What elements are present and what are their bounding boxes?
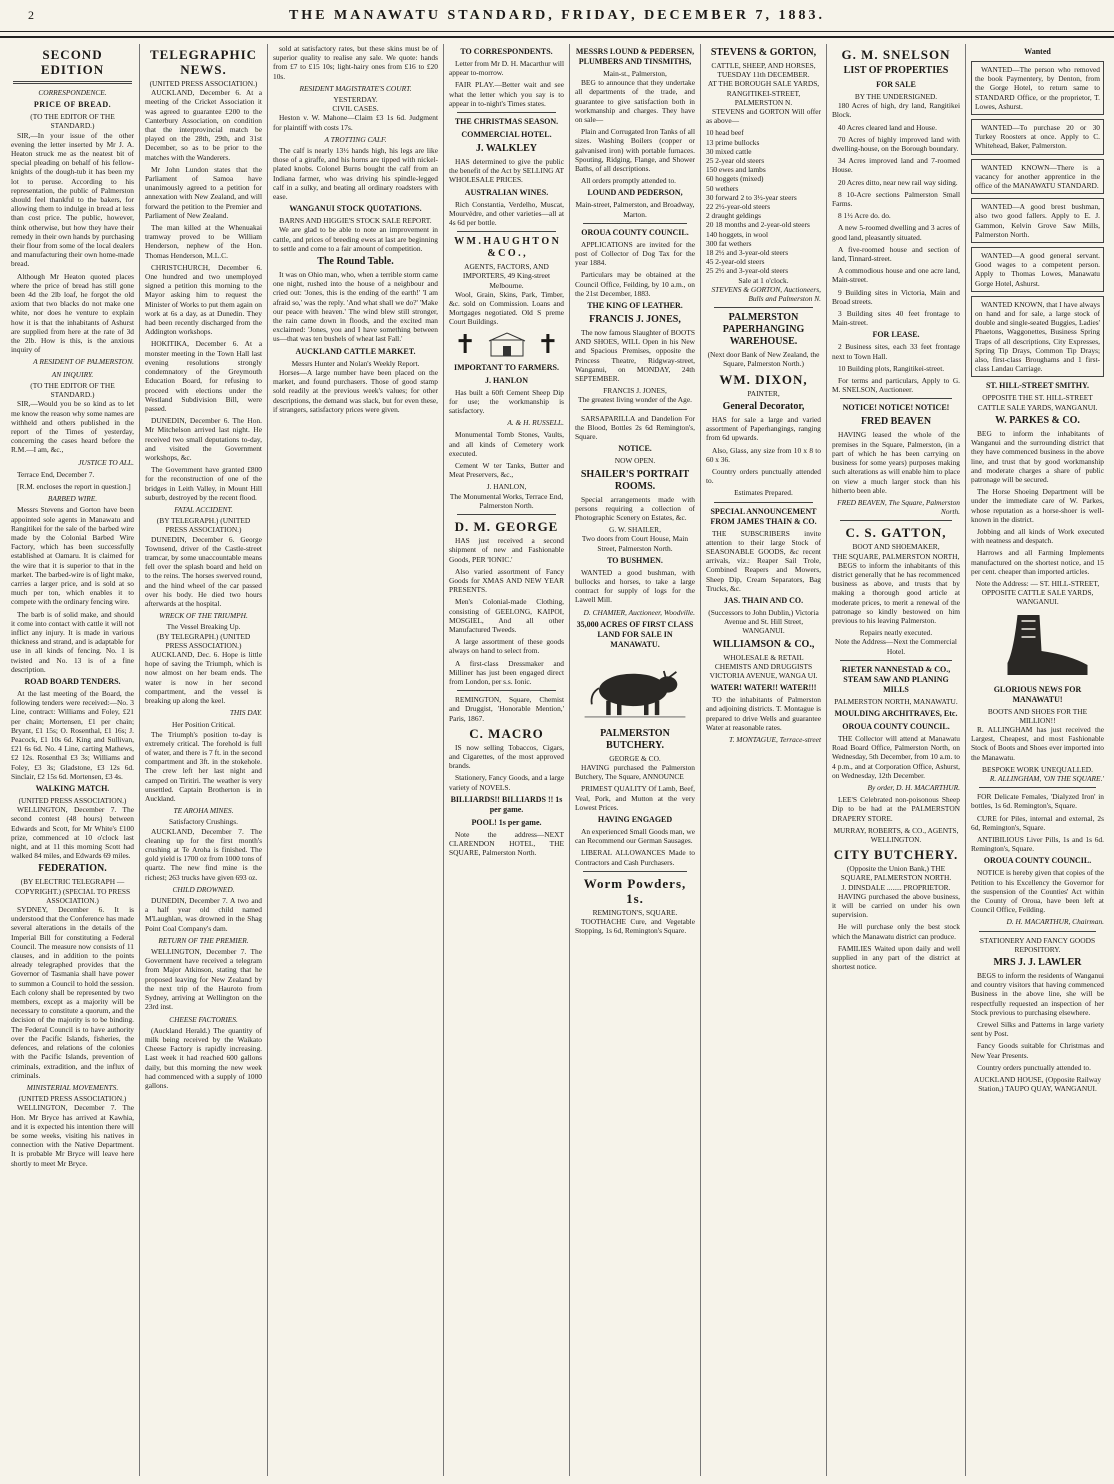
boots-sub: BOOTS AND SHOES FOR THE MILLION!!: [987, 706, 1088, 725]
stock-list: [706, 128, 821, 275]
wanted-item: WANTED—A good general servant. Good wages to a competent person. Apply to Thomas Lowes, Manawatu Gorge Hotel, Ashurst.: [971, 247, 1104, 292]
divider: [840, 398, 952, 399]
list-item: 140 hoggets, in wool: [706, 229, 768, 239]
parkes-text-2: The Horse Shoeing Department will be under the immediate care of W. Parkes, whose reputation as a horse-shoer is well-known in the district.: [971, 487, 1104, 524]
george-text-2: Also varied assortment of Fancy Goods for XMAS AND NEW YEAR PRESENTS.: [449, 566, 564, 595]
thain-signature-2: (Successors to John Dublin,) Victoria Avenue and St. Hill Street, WANGANUI.: [708, 607, 819, 636]
wanted-item: WANTED KNOWN, that I have always on hand and for sale, a large stock of double and single-seated Buggies, Ladies' Phaetons, Waggonettes, Business Spring Traps of all descriptions, City Expresses, Spring Tip Drays, Common Tip Drays; also, first-class Broughams and 1 first-class Landau Carriage.: [971, 296, 1104, 378]
hotel-text: HAS determined to give the public the benefit of the Act by SELLING AT WHOLESALE PRICES.: [449, 157, 564, 185]
cheese-text: (Auckland Herald.) The quantity of milk being received by the Waikato Cheese Factory is rapidly increasing. Last week it had reached 600 gallons daily, but this morning the new week had commenced with a supply of 1000 gallons.: [145, 1025, 262, 1090]
column-4: [443, 44, 569, 1476]
inquiry-signature: JUSTICE TO ALL.: [78, 457, 134, 467]
billiards-text: BILLIARDS!! BILLIARDS !! 1s per game.: [450, 794, 563, 814]
wanted-heading: Wanted: [1024, 47, 1051, 56]
stevens-sub: CATTLE, SHEEP, AND HORSES,: [711, 61, 816, 70]
properties-sub: FOR SALE: [876, 80, 916, 89]
australian-wines-text: Rich Constantia, Verdelho, Muscat, Mourvèdre, and other varieties—all at 4s 6d per bottle.: [449, 199, 564, 228]
wanganui-sub: BARNS AND HIGGIE'S STOCK SALE REPORT.: [279, 216, 432, 226]
aroha-heading: TE AROHA MINES.: [173, 806, 234, 816]
property-item: 8 10-Acre sections Palmerston Small Farms.: [832, 189, 960, 209]
list-item: 18 2½ and 3-year-old steers: [706, 248, 789, 258]
water-signature: T. MONTAGUE, Terrace-street: [729, 734, 821, 744]
hanlon-heading: J. HANLON: [484, 375, 529, 385]
federation-text: SYDNEY, December 6. It is understood that the Conference has made several alterations in the details of the Imperial Bill for constituting a Federal Council. The measure now consists of 11 clauses, and in addition to the points already telegraphed provides that the Governor of Tasmania shall have power to summon a Council to hold the session. Each colony shall be represented by two members, except as a majority will be necessary to constitute a quorum, and the decision of the majority is to be binding. The Federal Council is to have authority over the Pacific Islands, fisheries, the defences, and relations of the colonies with the Pacific Islands, prevention of criminals, extradition, and the influx of criminals.: [11, 905, 134, 1080]
divider: [457, 690, 556, 691]
wanganui-heading: WANGANUI STOCK QUOTATIONS.: [289, 204, 422, 214]
oroua-3-signature: D. H. MACARTHUR, Chairman.: [1006, 917, 1104, 927]
christmas-heading: THE CHRISTMAS SEASON.: [454, 117, 559, 127]
column-7: [826, 44, 965, 1476]
butchery-text-5: LIBERAL ALLOWANCES Made to Contractors and Cash Purchasers.: [575, 848, 695, 867]
correspondents-text: Letter from Mr D. H. Macarthur will appear to-morrow.: [449, 59, 564, 78]
correspondents-heading: TO CORRESPONDENTS.: [460, 47, 553, 56]
property-item: A new 5-roomed dwelling and 3 acres of good land, pleasantly situated.: [832, 223, 960, 242]
road-heading: ROAD BOARD TENDERS.: [24, 676, 121, 686]
dixon-text-4: Estimates Prepared.: [734, 488, 793, 498]
terms-text: For terms and particulars, Apply to G. M. SNELSON, Auctioneer.: [832, 376, 960, 395]
parkes-text-3: Jobbing and all kinds of Work executed with neatness and despatch.: [971, 526, 1104, 546]
fatal-assoc: (BY TELEGRAPH.) (UNITED PRESS ASSOCIATION.): [156, 516, 251, 535]
shailer-signature: G. W. SHAILER,: [609, 525, 661, 535]
oroua-text: APPLICATIONS are invited for the post of Collector of Dog Tax for the year 1884.: [575, 239, 695, 268]
divider: [457, 231, 556, 232]
shailer-heading: SHAILER'S PORTRAIT ROOMS.: [580, 468, 690, 492]
gatton-text-2: Repairs neatly executed.: [859, 628, 933, 638]
masthead: [0, 0, 1114, 38]
george-text-4: A large assortment of these goods always on hand to select from.: [449, 637, 564, 656]
murray-text: MURRAY, ROBERTS, & CO., AGENTS, WELLINGTON.: [833, 825, 959, 844]
premier-heading: RETURN OF THE PREMIER.: [158, 935, 249, 945]
smithy-heading: ST. HILL-STREET SMITHY.: [985, 381, 1089, 391]
lawler-heading: MRS J. J. LAWLER: [993, 957, 1082, 969]
toothache-ad: TOOTHACHE Cure, and Vegetable Stopping, 1s 6d, Remington's Square.: [575, 916, 695, 936]
stevens-sale-time: Sale at 1 o'clock.: [738, 275, 789, 285]
lawler-text-2: Crewel Silks and Patterns in large variety sent by Post.: [971, 1020, 1104, 1039]
george-heading: D. M. GEORGE: [454, 519, 559, 535]
building-icon: [487, 332, 527, 358]
resident-heading: RESIDENT MAGISTRATE'S COURT.: [299, 83, 412, 93]
memorial-illustration: [449, 330, 564, 360]
wreck-day: THIS DAY.: [229, 708, 262, 718]
column-8: [965, 44, 1109, 1476]
notice-sub: NOW OPEN.: [614, 456, 656, 466]
aroha-text: AUCKLAND, December 7. The cleaning up for the first month's crushing at Te Aroha is finished. The gold yield is 1700 oz from 1000 tons of quartz. The new find mine is the richest; 263 trucks have given 693 oz.: [145, 826, 263, 882]
cross-icon: ✝: [454, 329, 477, 359]
city-butchery-name: J. DINSDALE ........ PROPRIETOR.: [841, 882, 951, 892]
inquiry-heading: AN INQUIRY.: [51, 369, 94, 379]
divider: [457, 112, 556, 113]
oroua-2-heading: OROUA COUNTY COUNCIL.: [842, 721, 950, 731]
property-item: 20 Acres ditto, near new rail way siding.: [838, 177, 958, 187]
telegraphic-item: Mr John Lundon states that the Parliament of Samoa have unanimously agreed to a petition for annexation with New Zealand, and will forward the petition to the Premier and Parliament of New Zealand.: [145, 164, 262, 220]
oroua-2-signature: By order, D. H. MACARTHUR.: [867, 782, 960, 792]
dixon-text-2: Also, Glass, any size from 10 x 8 to 60 x 36.: [706, 445, 821, 464]
haughton-name: W M . H A U G H T O N & C O . ,: [454, 236, 559, 260]
properties-heading: LIST OF PROPERTIES: [843, 65, 949, 76]
smithy-sub: OPPOSITE THE ST. HILL-STREET CATTLE SALE YARDS, WANGANUI.: [977, 393, 1098, 412]
oroua-3-heading: OROUA COUNTY COUNCIL.: [983, 856, 1092, 866]
jones-signature-2: The greatest living wonder of the Age.: [578, 395, 692, 405]
wanted-item: WANTED—A good brest bushman, also two good fallers. Apply to E. J. Gammon, Kelvin Grove Saw Mills, Palmerston North.: [971, 198, 1104, 243]
list-item: 50 wethers: [706, 183, 739, 193]
city-butchery-text-2: He will purchase only the best stock which the Manawatu district can produce.: [832, 922, 960, 941]
paperhanging-heading: PALMERSTON PAPERHANGING WAREHOUSE.: [722, 312, 805, 348]
gatton-heading: C. S. GATTON,: [845, 525, 947, 541]
bread-text: SIR,—In your issue of the other evening the letter inserted by Mr J. A. Heaton struck me as the neatest bit of special pleading on behalf of his fellow-knights of the dough-tub it has been my lot to peruse. According to his representation, the public of Palmerston should feel thankful to the bakers, for allowing them to indulge in bread at less than cost price. The public, however, think otherwise, but how they have their remedy in their own hands by purchasing their flour from some of the local dealers and manufacturing their own home-made bread.: [11, 130, 134, 269]
column-2: [139, 44, 267, 1476]
haughton-text: AGENTS, FACTORS, AND IMPORTERS, 49 King-street Melbourne.: [462, 262, 551, 290]
wanted-item: WANTED—The person who removed the book Paymentery, by Denton, from the Gorge Hotel, to return same to STANDARD Office, or the proprietor, T. Lowes, Ashurst.: [971, 61, 1104, 115]
wire-heading: BARBED WIRE.: [47, 494, 98, 504]
telegraphic-item: The Government have granted £800 for the reconstruction of one of the bridges in Leith Valley, in Mount Hill suburb, destroyed by the recent flood.: [145, 465, 262, 502]
divider: [714, 502, 813, 503]
farmers-heading: IMPORTANT TO FARMERS.: [454, 362, 559, 372]
hotel-heading: COMMERCIAL HOTEL.: [461, 130, 552, 140]
acres-heading: 35,000 ACRES OF FIRST CLASS LAND FOR SALE IN MANAWATU.: [576, 619, 694, 649]
williamson-heading: WILLIAMSON & CO.,: [712, 638, 815, 650]
stevens-text: STEVENS and GORTON Will offer as above—: [706, 107, 821, 126]
walkley-name: J. WALKLEY: [476, 143, 537, 155]
divider: [840, 660, 952, 661]
column-1: [6, 44, 139, 1476]
rieter-heading: RIETER NANNESTAD & CO., STEAM SAW AND PLANING MILLS: [841, 664, 951, 694]
list-item: 22 2½-year-old steers: [706, 202, 771, 212]
oroua-text-2: Particulars may be obtained at the Council Office, Feilding, by 10 a.m., on the 21st December, 1883.: [575, 270, 695, 298]
glorious-heading: GLORIOUS NEWS FOR MANAWATU!: [993, 684, 1082, 704]
fatal-text: DUNEDIN, December 6. George Townsend, driver of the Castle-street tramcar, by some unaccountable means fell over the splash board and held on to the reins. The horses swerved round, and the hind wheel of the car passed over his body. He died two hours afterwards at the hospital.: [145, 534, 262, 608]
divider: [583, 871, 687, 872]
list-item: 10 head beef: [706, 128, 744, 138]
delicate-females-ad: FOR Delicate Females, 'Dialyzed Iron' in bottles, 1s 6d. Remington's, Square.: [971, 792, 1104, 811]
dixon-sub-2: General Decorator,: [722, 400, 805, 412]
jones-heading: FRANCIS J. JONES,: [589, 314, 681, 326]
inquiry-text: SIR,—Would you be so kind as to let me know the reason why some names are withheld and others published in the report of the Times of yesterday, concerning the cases heard before the R.M.—I am, &c.,: [11, 399, 134, 455]
sarsaparilla-ad: SARSAPARILLA and Dandelion For the Blood, Bottles 2s 6d Remington's, Square.: [575, 413, 695, 442]
beaven-heading: FRED BEAVEN: [860, 416, 932, 428]
page-number: 2: [28, 8, 34, 22]
list-item: 45 2-year-old steers: [706, 257, 765, 267]
lease-text-2: 10 Building plots, Rangitikei-street.: [838, 363, 945, 373]
bread-text-2: Although Mr Heaton quoted places where the price of bread has still gone been 4d the 2lb loaf, he forgot the old axiom that two blacks do not make one white, nor does he venture to explain how it is that the inhabitants of Ashurst are supplied from here at the rate of 3d the 2lb. How is this, is the anxious inquiry of: [11, 271, 134, 355]
shailer-text: Special arrangements made with persons requiring a collection of Photographic Scenery on Estates, &c.: [575, 494, 695, 522]
pool-text: POOL! 1s per game.: [471, 817, 542, 827]
bread-heading: PRICE OF BREAD.: [33, 100, 112, 110]
butchery-text-4: An experienced Small Goods man, we can Recommend our German Sausages.: [575, 826, 695, 846]
market-intro: sold at satisfactory rates, but these skins must be of superior quality to realise any sale. We quote: hands from £7 to £15 10s; light-hairy ones from £16 to £20 10s.: [273, 44, 438, 81]
property-item: 8 1½ Acre do. do.: [838, 211, 891, 221]
wanted-item: WANTED—To purchase 20 or 30 Turkey Roosters at once. Apply to C. Whitehead, Baker, Palmerston.: [971, 119, 1104, 155]
worm-powders-sub: REMINGTON'S, SQUARE.: [592, 907, 678, 917]
lound-text: BEG to announce that they undertake all departments of the trade, and guarantee to give satisfaction both in workmanship and charges. They have on sale—: [575, 78, 695, 125]
list-item: 2 draught geldings: [706, 211, 762, 221]
lound-text-3: All orders promptly attended to.: [581, 176, 677, 186]
city-butchery-text: HAVING purchased the above business, it will be carried on under his own supervision.: [832, 891, 960, 920]
macro-address: Note the address—NEXT CLARENDON HOTEL, THE SQUARE, Palmerston North.: [449, 829, 564, 858]
list-item: 25 2-year old steers: [706, 156, 765, 166]
list-item: 60 hoggets (mixed): [706, 174, 764, 184]
federation-heading: FEDERATION.: [38, 863, 107, 875]
lawler-signature: AUCKLAND HOUSE, (Opposite Railway Station,) TAUPO QUAY, WANGANUI.: [973, 1075, 1102, 1094]
column-5: [569, 44, 700, 1476]
wreck-sub: The Vessel Breaking Up.: [166, 622, 241, 632]
stevens-location: AT THE BOROUGH SALE YARDS, RANGITIKEI-STREET, PALMERSTON N.: [707, 79, 820, 107]
george-text-5: A first-class Dressmaker and Milliner has just been engaged direct from London, per s.s. Ionic.: [449, 658, 564, 686]
list-item: 30 forward 2 to 3½-year steers: [706, 192, 797, 202]
inquiry-to: (TO THE EDITOR OF THE STANDARD.): [30, 380, 115, 400]
lawler-text-4: Country orders punctually attended to.: [977, 1062, 1091, 1072]
lound-text-2: Plain and Corrugated Iron Tanks of all sizes. Washing Boilers (copper or galvanised iron) with portable furnaces. Spouting, Ridging, Flange, and Shower Baths, of all descriptions.: [575, 127, 695, 174]
masthead-rule: [0, 31, 1114, 32]
antibilious-ad: ANTIBILIOUS Liver Pills, 1s and 1s 6d. Remington's, Square.: [971, 834, 1104, 854]
bread-to: (TO THE EDITOR OF THE STANDARD.): [30, 112, 115, 131]
round-table-text: It was on Ohio man, who, when a terrible storm came one night, rushed into the house of a neighbour and cried out: 'Jones, this is the ending of the earth!' 'I am afraid so,' was the reply. 'And what shall we do?' 'Make our peace with heaven.' The wind blew still stronger, the rain came down in floods, and the excited man exclaimed: 'Jones, you and I have something between us—that was ten bushels of wheat last Fall.': [273, 270, 438, 344]
divider: [583, 223, 687, 224]
divider: [583, 409, 687, 410]
water-text: TO the inhabitants of Palmerston and adjoining districts. T. Montague is prepared to drive Wells and guarantee Water at reasonable rates.: [706, 695, 821, 732]
inquiry-date: Terrace End, December 7.: [17, 469, 95, 479]
king-heading: THE KING OF LEATHER.: [587, 301, 683, 311]
hanlon-address: J. HANLON,: [486, 482, 527, 492]
property-item: 70 Acres of highly improved land with dwelling-house, on the Borough boundary.: [832, 134, 960, 154]
column-6: [700, 44, 826, 1476]
hanlon-text-3: Cement W ter Tanks, Butter and Meat Preservers, &c.,: [449, 461, 564, 480]
lound-address: Main-st., Palmerston,: [603, 69, 667, 78]
wreck-text-2: The Triumph's position to-day is extremely critical. The forehold is full of water, and there is 7 ft. in the second compartment and 3ft. in the stokehole. The crew left her last night and camped on Tiritiri. The weather is very unsettled. Captain Brotherton is in Auckland.: [145, 729, 262, 804]
calf-heading: A TROTTING CALF.: [324, 134, 387, 144]
child-text: DUNEDIN, December 7. A two and a half year old child named M'Laughlan, was drowned in the Shag Point Coal Company's dam.: [145, 896, 262, 933]
masthead-title: THE MANAWATU STANDARD, FRIDAY, DECEMBER 7, 1883.: [288, 8, 826, 23]
list-item: 20 18 months and 2-year-old steers: [706, 220, 810, 230]
boot-illustration: [977, 611, 1098, 681]
macro-heading: C. MACRO: [469, 725, 544, 741]
stevens-heading: STEVENS & GORTON,: [710, 47, 817, 58]
george-text-3: Men's Colonial-made Clothing, consisting of GEELONG, KAIPOI, MOSGIEL, And all other Manufactured Tweeds.: [449, 597, 564, 634]
telegraphic-item: AUCKLAND, December 6. At a meeting of the Cricket Association it was agreed to guarantee £200 to the Canterbury Association, on condition that the interprovincial match be played on the 28th, 29th, and 31st December, so as to be prior to the matches with the Wanderers.: [145, 88, 262, 162]
bushmen-signature: D. CHAMIER, Auctioneer, Woodville.: [583, 607, 695, 617]
property-item: 9 Building sites in Victoria, Main and Broad streets.: [832, 287, 960, 306]
wreck-sub-2: Her Position Critical.: [171, 720, 236, 730]
federation-assoc: (BY ELECTRIC TELEGRAPH — COPYRIGHT.) (SPECIAL TO PRESS ASSOCIATION.): [14, 877, 131, 905]
resident-civil: CIVIL CASES.: [332, 104, 379, 114]
thain-signature: JAS. THAIN AND CO.: [723, 595, 804, 605]
bespoke-text: BESPOKE WORK UNEQUALLED.: [982, 764, 1093, 774]
shailer-signature-2: Two doors from Court House, Main Street, Palmerston North.: [581, 534, 689, 553]
premier-text: WELLINGTON, December 7. The Government have received a telegram from Major Atkinson, stating that he proposed leaving for New Zealand by the next trip of the Hauroto from Sydney, arriving at Wellington on the 23rd inst.: [145, 947, 262, 1012]
list-item: 30 mixed cattle: [706, 146, 752, 156]
jones-signature: FRANCIS J. JONES,: [603, 386, 667, 396]
water-heading: WATER! WATER!! WATER!!!: [710, 683, 817, 693]
stevens-signature: STEVENS & GORTON, Auctioneers, Bulls and Palmerston N.: [711, 284, 821, 304]
divider: [840, 520, 952, 521]
lawler-text: BEGS to inform the residents of Wanganui and country visitors that having commenced Business in the above line, she will be respectfully requested an inspection of her Stock previous to purchasing elsewhere.: [971, 971, 1104, 1017]
jones-text: The now famous Slaughter of BOOTS AND SHOES, WILL Open in his New and Spacious Premises, opposite the Princess Theatre, Ridgway-street, Wanganui, on MONDAY, 24th SEPTEMBER.: [575, 328, 695, 384]
ministerial-assoc: (UNITED PRESS ASSOCIATION.): [18, 1094, 127, 1104]
butchery-engaged: HAVING ENGAGED: [597, 814, 673, 824]
cheese-heading: CHEESE FACTORIES.: [169, 1014, 238, 1024]
wreck-text: AUCKLAND, Dec. 6. Hope is little hope of saving the Triumph, which is now almost on her beam ends. The water is now in her second compartment, and the vessel is breaking up along the keel.: [145, 649, 262, 705]
stevens-date: TUESDAY 11th DECEMBER.: [717, 70, 810, 80]
bread-signature: A RESIDENT OF PALMERSTON.: [33, 357, 134, 367]
boot-icon: [977, 611, 1098, 681]
butchery-name: GEORGE & CO.: [609, 753, 661, 763]
telegraphic-item: The man killed at the Whenuakai tramway proved to be William Henderson, nephew of the Hon. Thomas Henderson, M.L.C.: [145, 223, 262, 260]
gatton-text: BEGS to inform the inhabitants of this district generally that he has recommenced business as above, and trusts that by making a thorough good article at moderate prices, to merit a renewal of the patronage so kindly bestowed on him previous to his leaving Palmerston.: [832, 560, 960, 625]
notice-heading: NOTICE.: [618, 444, 652, 454]
inquiry-editor-note: [R.M. encloses the report in question.]: [17, 481, 131, 491]
walk-assoc: (UNITED PRESS ASSOCIATION.): [18, 796, 127, 806]
bull-icon: [581, 654, 689, 724]
oroua-heading: OROUA COUNTY COUNCIL.: [581, 227, 689, 237]
calf-text: The calf is nearly 13½ hands high, his legs are like those of a giraffe, and his horns are tipped with nickel-plated knobs. Colonel Burns bought the calf from an Indiana farmer, who was driving his spindle-legged calf in a sulky, and beating all ordinary roadsters with ease.: [273, 146, 438, 202]
stationery-heading: STATIONERY AND FANCY GOODS REPOSITORY.: [979, 935, 1096, 954]
australian-wines-heading: AUSTRALIAN WINES.: [464, 187, 549, 197]
haughton-text-2: Wool, Grain, Skins, Park, Timber, &c. sold on Commission. Loans and Mortgages negotiated. Old S preme Court Buildings.: [449, 289, 564, 327]
oroua-3-text: NOTICE is hereby given that copies of the Petition to his Excellency the Governor for the suspension of the Counties' Act within the County of Oroua, have been left at Council Office, Feilding.: [971, 868, 1104, 915]
parkes-signature: Note the Address: — ST. HILL-STREET, OPPOSITE CATTLE SALE YARDS, WANGANUI.: [975, 578, 1100, 607]
allingham-text: R. ALLINGHAM has just received the Largest, Cheapest, and most Fashionable Stock of Boots and Shoes ever imported into the Manawatu.: [971, 724, 1104, 762]
snelson-heading: G. M. SNELSON: [841, 47, 951, 62]
list-item: 300 fat wethers: [706, 238, 752, 248]
divider: [979, 931, 1096, 932]
list-item: 25 2½ and 3-year-old steers: [706, 266, 789, 276]
bushmen-text: WANTED a good bushman, with bullocks and horses, to take a large contract for supply of logs for the Lawell Mill.: [575, 567, 695, 605]
dixon-sub: PAINTER,: [747, 388, 780, 398]
fatal-heading: FATAL ACCIDENT.: [174, 504, 233, 514]
cattle-heading: AUCKLAND CATTLE MARKET.: [295, 346, 416, 356]
correspondence-heading: CORRESPONDENCE.: [38, 88, 107, 97]
property-item: 3 Building sites 40 feet frontage to Main-street.: [832, 309, 960, 328]
wanganui-text: We are glad to be able to note an improvement in cattle, and prices of breeding ewes at last are beginning to settle and come to a fair amount of competition.: [273, 225, 438, 253]
williamson-sub: WHOLESALE & RETAIL CHEMISTS AND DRUGGISTS: [714, 652, 813, 671]
wreck-heading: WRECK OF THE TRIUMPH.: [159, 611, 248, 621]
aroha-sub: Satisfactory Crushings.: [169, 817, 238, 827]
lease-heading: FOR LEASE.: [872, 330, 920, 340]
paperhanging-sub: (Next door Bank of New Zealand, the Square, Palmerston North.): [707, 350, 820, 369]
allingham-signature: R. ALLINGHAM, 'ON THE SQUARE.': [989, 773, 1104, 783]
cattle-text: Horses—A large number have been placed on the market, and found purchasers. Those of good stamp sold readily at the previous week's values; for other descriptions, the demand was slack, but for even these, if strangers, satisfactory prices were given.: [273, 367, 438, 414]
city-butchery-text-3: FAMILIES Waited upon daily and well supplied in any part of the district at shortest notice.: [832, 943, 960, 972]
gatton-text-3: Note the Address—Next the Commercial Hotel.: [835, 637, 957, 656]
round-table-heading: The Round Table.: [317, 256, 394, 268]
butchery-text-2: PRIMEST QUALITY Of Lamb, Beef, Veal, Pork, and Mutton at the very Lowest Prices.: [575, 784, 695, 812]
lound-signature: LOUND AND PEDERSON,: [587, 188, 683, 198]
resident-sub: YESTERDAY.: [333, 95, 378, 105]
parkes-heading: W. PARKES & CO.: [995, 414, 1080, 426]
george-text: HAS just received a second shipment of new and Fashionable Goods, PER 'IONIC.': [449, 536, 564, 564]
divider: [979, 787, 1096, 788]
thain-heading: SPECIAL ANNOUNCEMENT FROM JAMES THAIN & CO.: [710, 506, 817, 526]
property-item: A five-roomed house and section of land, Tinnard-street.: [832, 244, 960, 264]
butchery-text: HAVING purchased the Palmerston Butchery, The Square, ANNOUNCE: [575, 762, 695, 782]
telegraphic-item: DUNEDIN, December 6. The Hon. Mr Mitchelson arrived last night. He received two small deputations to-day, and visited the Government workshops, &c.: [145, 416, 262, 462]
properties-by: BY THE UNDERSIGNED.: [854, 92, 938, 101]
city-butchery-sub: (Opposite the Union Bank,) THE SQUARE, PALMERSTON NORTH.: [840, 864, 952, 883]
parkes-text-4: Harrows and all Farming Implements manufactured on the shortest notice, and 15 per cent. cheaper than imported articles.: [971, 548, 1104, 576]
butchery-heading: PALMERSTON BUTCHERY.: [600, 727, 670, 751]
ministerial-heading: MINISTERIAL MOVEMENTS.: [26, 1082, 119, 1092]
property-item: 40 Acres cleared land and House.: [838, 122, 937, 132]
lawler-text-3: Fancy Goods suitable for Christmas and New Year Presents.: [971, 1041, 1104, 1060]
list-item: 13 prime bullocks: [706, 137, 760, 147]
child-heading: CHILD DROWNED.: [172, 884, 235, 894]
wreck-assoc: (BY TELEGRAPH.) (UNITED PRESS ASSOCIATION.): [156, 631, 251, 650]
divider: [714, 307, 813, 308]
second-edition-heading: SECOND EDITION: [40, 47, 105, 77]
ministerial-text: WELLINGTON, December 7. The Hon. Mr Bryce has arrived at Kawhia, and it is expected his intention there will be some weeks, visiting his natives in connection with the Native Department. It is probable Mr Bryce will leave here shortly to meet Mr Bryce.: [11, 1103, 134, 1168]
property-item: 180 Acres of high, dry land, Rangitikei Block.: [832, 101, 960, 120]
dixon-heading: WM. DIXON,: [719, 371, 808, 387]
remington-ad: REMINGTON, Square, Chemist and Druggist, 'Honorable Mention,' Paris, 1867.: [449, 695, 564, 723]
wire-text-2: The barb is of solid make, and should it come into contact with cattle it will not inflict any injury. It is made in various thickness and strand, and is adaptable for use in all kinds of fencing. No. 1 is twisted and No. 13 is of a fine description.: [11, 609, 134, 674]
williamson-sub-2: VICTORIA AVENUE, WANGA UI.: [709, 670, 818, 680]
cattle-sub: Messrs Hunter and Nolan's Weekly Report.: [291, 358, 420, 368]
telegraphic-item: HOKITIKA, December 6. At a monster meeting in the Town Hall last evening resolutions strongly condemnatory of the Greymouth Education Board, for refusing to proceed with elections under the Westland Subdivision Bill, were passed.: [145, 339, 262, 413]
rieter-sub: MOULDING ARCHITRAVES, Etc.: [834, 708, 958, 718]
column-3: [267, 44, 443, 1476]
walk-text: WELLINGTON, December 7. The second contest (48 hours) between Edwards and Scott, for Mr White's £100 prize, commenced at 10 o'clock last night, and at 11 this morning Scott had walked 84 miles, and Edwards 69 miles.: [11, 805, 134, 861]
macro-text-2: Stationery, Fancy Goods, and a large variety of NOVELS.: [449, 773, 564, 792]
hanlon-text-2: Monumental Tomb Stones, Vaults, and all kinds of Cemetery work executed.: [449, 430, 564, 458]
bushmen-heading: TO BUSHMEN.: [607, 555, 663, 565]
divider: [13, 81, 132, 84]
bull-illustration: [581, 654, 689, 724]
thain-text: THE SUBSCRIBERS invite attention to their large Stock of SEASONABLE GOODS, &c recent arrivals, viz.: Reaper Sail Trole, Combined Reapers and Mowers, Sheep Dip, Cream Separators, Bag Trucks, &c.: [706, 528, 821, 593]
property-item: 34 Acres improved land and 7-roomed House.: [832, 156, 960, 175]
macro-text: IS now selling Tobaccos, Cigars, and Cigarettes, of the most approved brands.: [449, 742, 564, 771]
dixon-text: HAS for sale a large and varied assortment of Paperhangings, ranging from 6d upwards.: [706, 414, 821, 443]
lees-text: LEE'S Celebrated non-poisonous Sheep Dip to be had at the PALMERSTON DRAPERY STORE.: [832, 795, 960, 823]
correspondents-text-2: FAIR PLAY.—Better wait and see what the letter which you say is to appear in to-night's Times states.: [449, 80, 564, 108]
telegraphic-assoc: (UNITED PRESS ASSOCIATION.): [149, 79, 258, 88]
resident-text: Heston v. W. Mahone—Claim £3 1s 6d. Judgment for plaintiff with costs 17s.: [273, 113, 438, 132]
hanlon-signature: A. & H. RUSSELL.: [507, 418, 564, 428]
walk-heading: WALKING MATCH.: [35, 784, 110, 794]
parkes-text: BEG to inform the inhabitants of Wanganui and the surrounding district that they have commenced business in the above line, and trust that by good workmanship and moderate charges a share of public patronage will be secured.: [971, 428, 1104, 484]
beaven-signature: FRED BEAVEN, The Square, Palmerston North.: [837, 497, 960, 517]
telegraphic-heading: TELEGRAPHIC NEWS.: [149, 47, 258, 77]
notice-heading: NOTICE! NOTICE! NOTICE!: [842, 403, 950, 413]
worm-powders-heading: Worm Powders, 1s.: [583, 875, 687, 906]
gatton-location: THE SQUARE, PALMERSTON NORTH,: [832, 551, 960, 561]
lound-heading: MESSRS LOUND & PEDERSEN, PLUMBERS AND TINSMITHS,: [575, 47, 695, 66]
beaven-text: HAVING leased the whole of the premises in the Square, Palmerston, (in a part of which he has been carrying on business for some years) purposes making such alterations as will enable him to place on view a much larger stock than his hitherto been able.: [832, 430, 960, 495]
lease-text: 2 Business sites, each 33 feet frontage next to Town Hall.: [832, 342, 960, 361]
divider: [457, 514, 556, 515]
hanlon-text: Has built a 60ft Cement Sheep Dip for use; the workmanship is satisfactory.: [449, 387, 564, 416]
lound-signature-2: Main-street, Palmerston, and Broadway, Marton.: [575, 200, 695, 219]
wire-text: Messrs Stevens and Gorton have been appointed sole agents in Manawatu and Rangitikei for the sale of the barbed wire made by the Colonial Barbed Wire Factory, which has been successfully established at Oamaru. It is claimed for the wire that it is superior to that in the market. The barbed-wire is of light make, carries a larger price, and is sold at so much per ton, which enables it to compete with the ordinary fencing wire.: [11, 505, 134, 607]
cross-icon: ✝: [536, 329, 559, 359]
telegraphic-item: CHRISTCHURCH, December 6. One hundred and two unemployed signed a petition this morning to the Mayor asking him to request the Minister of Works to put them again on work at 6s a day, as at Dunedin. They had been recently discharged from the Addington workshops.: [145, 262, 262, 337]
road-text: At the last meeting of the Board, the following tenders were received:—No. 3 Line, contract: Williams and Foley, £21 per chain; Mortensen, £1 per chain; Bryant, £1 15s; O. Rosenthal, £1 16s; J. Peacock, £1 10s 6d. King and Sullivan, £21 6s 6d. No. 4 Line, carting Mathews, £2 12s. Rosenthal £3 3s; Williams and Foley, £3 3s; Gladstone, £3 12s 6d. Sinclair, £2 15s 6d. Mortensen, £3 4s.: [11, 688, 134, 781]
piles-ad: CURE for Piles, internal and external, 2s 6d, Remington's, Square.: [971, 813, 1104, 832]
hanlon-address-2: The Monumental Works, Terrace End, Palmerston North.: [449, 491, 564, 510]
dixon-text-3: Country orders punctually attended to.: [706, 466, 821, 486]
list-item: 150 ewes and lambs: [706, 165, 766, 175]
gatton-sub: BOOT AND SHOEMAKER,: [852, 542, 940, 552]
rieter-location: PALMERSTON NORTH, MANAWATU.: [834, 696, 958, 706]
oroua-2-text: THE Collector will attend at Manawatu Road Board Office, Palmerston North, on Wednesday, 5th December, from 10 a.m. to 4 p.m., and at Corporation Office, Ashurst, on Wednesday, 12th December.: [832, 733, 960, 780]
city-butchery-heading: CITY BUTCHERY.: [833, 847, 959, 863]
wanted-item: WANTED KNOWN—There is a vacancy for another apprentice in the office of the MANAWATU STANDARD.: [971, 159, 1104, 195]
property-item: A commodious house and one acre land, Main-street.: [832, 266, 960, 285]
